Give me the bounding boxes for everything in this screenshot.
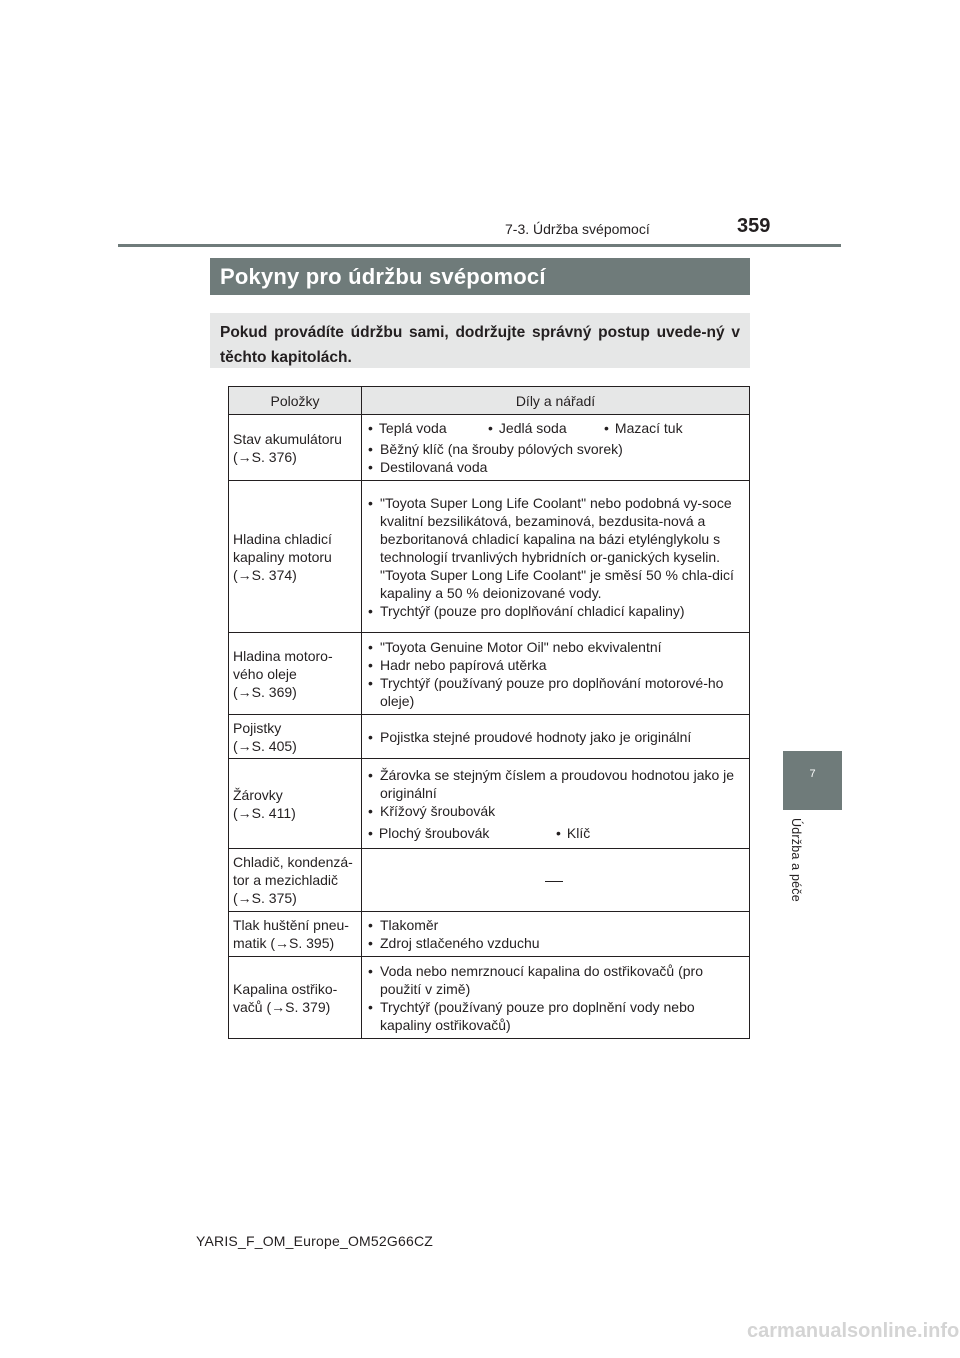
item-cell: [229, 715, 362, 759]
tool-item: • Destilovaná voda: [362, 458, 745, 476]
tools-cell: [362, 481, 750, 633]
maintenance-table: [228, 386, 750, 1039]
tools-cell: [362, 912, 750, 957]
tool-item: • Klíč: [556, 824, 590, 842]
item-cell: [229, 849, 362, 912]
chapter-title-vertical: Údržba a péče: [789, 818, 803, 902]
item-line: Kapalina ostřiko-: [233, 980, 338, 997]
item-cell: [229, 759, 362, 849]
tool-item: • Mazací tuk: [604, 419, 683, 437]
item-line: Stav akumulátoru: [233, 430, 342, 447]
table-row: [229, 849, 750, 912]
table-row: [229, 415, 750, 481]
tool-item: • Trychtýř (používaný pouze pro doplňování motorové-ho oleje): [362, 674, 745, 710]
item-page-ref: (→S. 369): [233, 683, 297, 700]
tool-item: • Zdroj stlačeného vzduchu: [362, 934, 745, 952]
item-line: Žárovky: [233, 786, 283, 803]
tool-item: • Křížový šroubovák: [362, 802, 745, 820]
page-title: Pokyny pro údržbu svépomocí: [210, 258, 750, 295]
tool-item: • Trychtýř (používaný pouze pro doplnění vody nebo kapaliny ostřikovačů): [362, 998, 745, 1034]
column-header-items: Položky: [229, 387, 362, 415]
tools-cell: [362, 957, 750, 1039]
item-page-ref: (→S. 411): [233, 804, 296, 821]
table-row: [229, 715, 750, 759]
item-page-ref: (→S. 374): [233, 566, 297, 583]
item-line: kapaliny motoru: [233, 548, 332, 565]
table-row: [229, 633, 750, 715]
empty-dash: [545, 881, 563, 882]
tool-item: • Žárovka se stejným číslem a proudovou hodnotou jako je originální: [362, 766, 745, 802]
item-cell: [229, 415, 362, 481]
tool-item: • Jedlá soda: [488, 419, 604, 437]
item-line: Pojistky: [233, 719, 282, 736]
section-label: 7-3. Údržba svépomocí: [505, 221, 650, 237]
tool-item: • Voda nebo nemrznoucí kapalina do ostřikovačů (pro použití v zimě): [362, 962, 745, 998]
item-page-ref: vačů (→S. 379): [233, 998, 331, 1015]
tool-item: • Pojistka stejné proudové hodnoty jako je originální: [362, 728, 745, 746]
tool-item: • "Toyota Genuine Motor Oil" nebo ekvivalentní: [362, 638, 745, 656]
item-cell: [229, 633, 362, 715]
item-line: Tlak huštění pneu-: [233, 917, 349, 933]
tool-item: • Hadr nebo papírová utěrka: [362, 656, 745, 674]
tools-cell: [362, 715, 750, 759]
item-page-ref: matik (→S. 395): [233, 935, 335, 951]
tool-item: • Tlakoměr: [362, 916, 745, 934]
header-rule: [118, 244, 841, 247]
inline-tools-row: [362, 419, 745, 437]
table-row: [229, 957, 750, 1039]
tool-item: • Teplá voda: [368, 419, 488, 437]
item-page-ref: (→S. 405): [233, 737, 297, 754]
intro-text: Pokud provádíte údržbu sami, dodržujte správný postup uvede-ný v těchto kapitolách.: [210, 313, 750, 368]
watermark[interactable]: carmanualsonline.info: [747, 1320, 960, 1342]
table-row: [229, 759, 750, 849]
chapter-tab[interactable]: [783, 751, 842, 810]
item-line: tor a mezichladič: [233, 872, 339, 888]
item-line: Hladina chladicí: [233, 530, 332, 547]
item-line: Chladič, kondenzá-: [233, 854, 353, 870]
document-code: YARIS_F_OM_Europe_OM52G66CZ: [196, 1233, 434, 1249]
tool-item: • Běžný klíč (na šrouby pólových svorek): [362, 440, 745, 458]
tool-item: • Plochý šroubovák: [368, 824, 556, 842]
item-cell: [229, 481, 362, 633]
page-number: 359: [737, 215, 771, 237]
item-cell: [229, 912, 362, 957]
table-row: [229, 481, 750, 633]
tools-cell: [362, 415, 750, 481]
inline-tools-row: [362, 824, 745, 842]
tools-cell-empty: [362, 849, 750, 912]
item-cell: [229, 957, 362, 1039]
chapter-number: 7: [809, 768, 816, 780]
tools-cell: [362, 633, 750, 715]
tool-item: • "Toyota Super Long Life Coolant" nebo podobná vy-soce kvalitní bezsilikátová, bezaminová, bezdusita-nová a bezboritanová chladicí kapalina na bázi etylénglykolu s technologií trvanlivých hybridních or-ganických kyselin. "Toyota Super Long Life Coolant" je směsí 50 % chla-dicí kapaliny a 50 % deionizované vody.: [362, 494, 745, 602]
table-row: [229, 912, 750, 957]
item-line: vého oleje: [233, 665, 297, 682]
tool-item: • Trychtýř (pouze pro doplňování chladicí kapaliny): [362, 602, 745, 620]
table-header-row: [229, 387, 750, 415]
item-page-ref: (→S. 375): [233, 890, 297, 906]
item-line: Hladina motoro-: [233, 647, 333, 664]
column-header-tools: Díly a nářadí: [362, 387, 750, 415]
tools-cell: [362, 759, 750, 849]
item-page-ref: (→S. 376): [233, 448, 297, 465]
